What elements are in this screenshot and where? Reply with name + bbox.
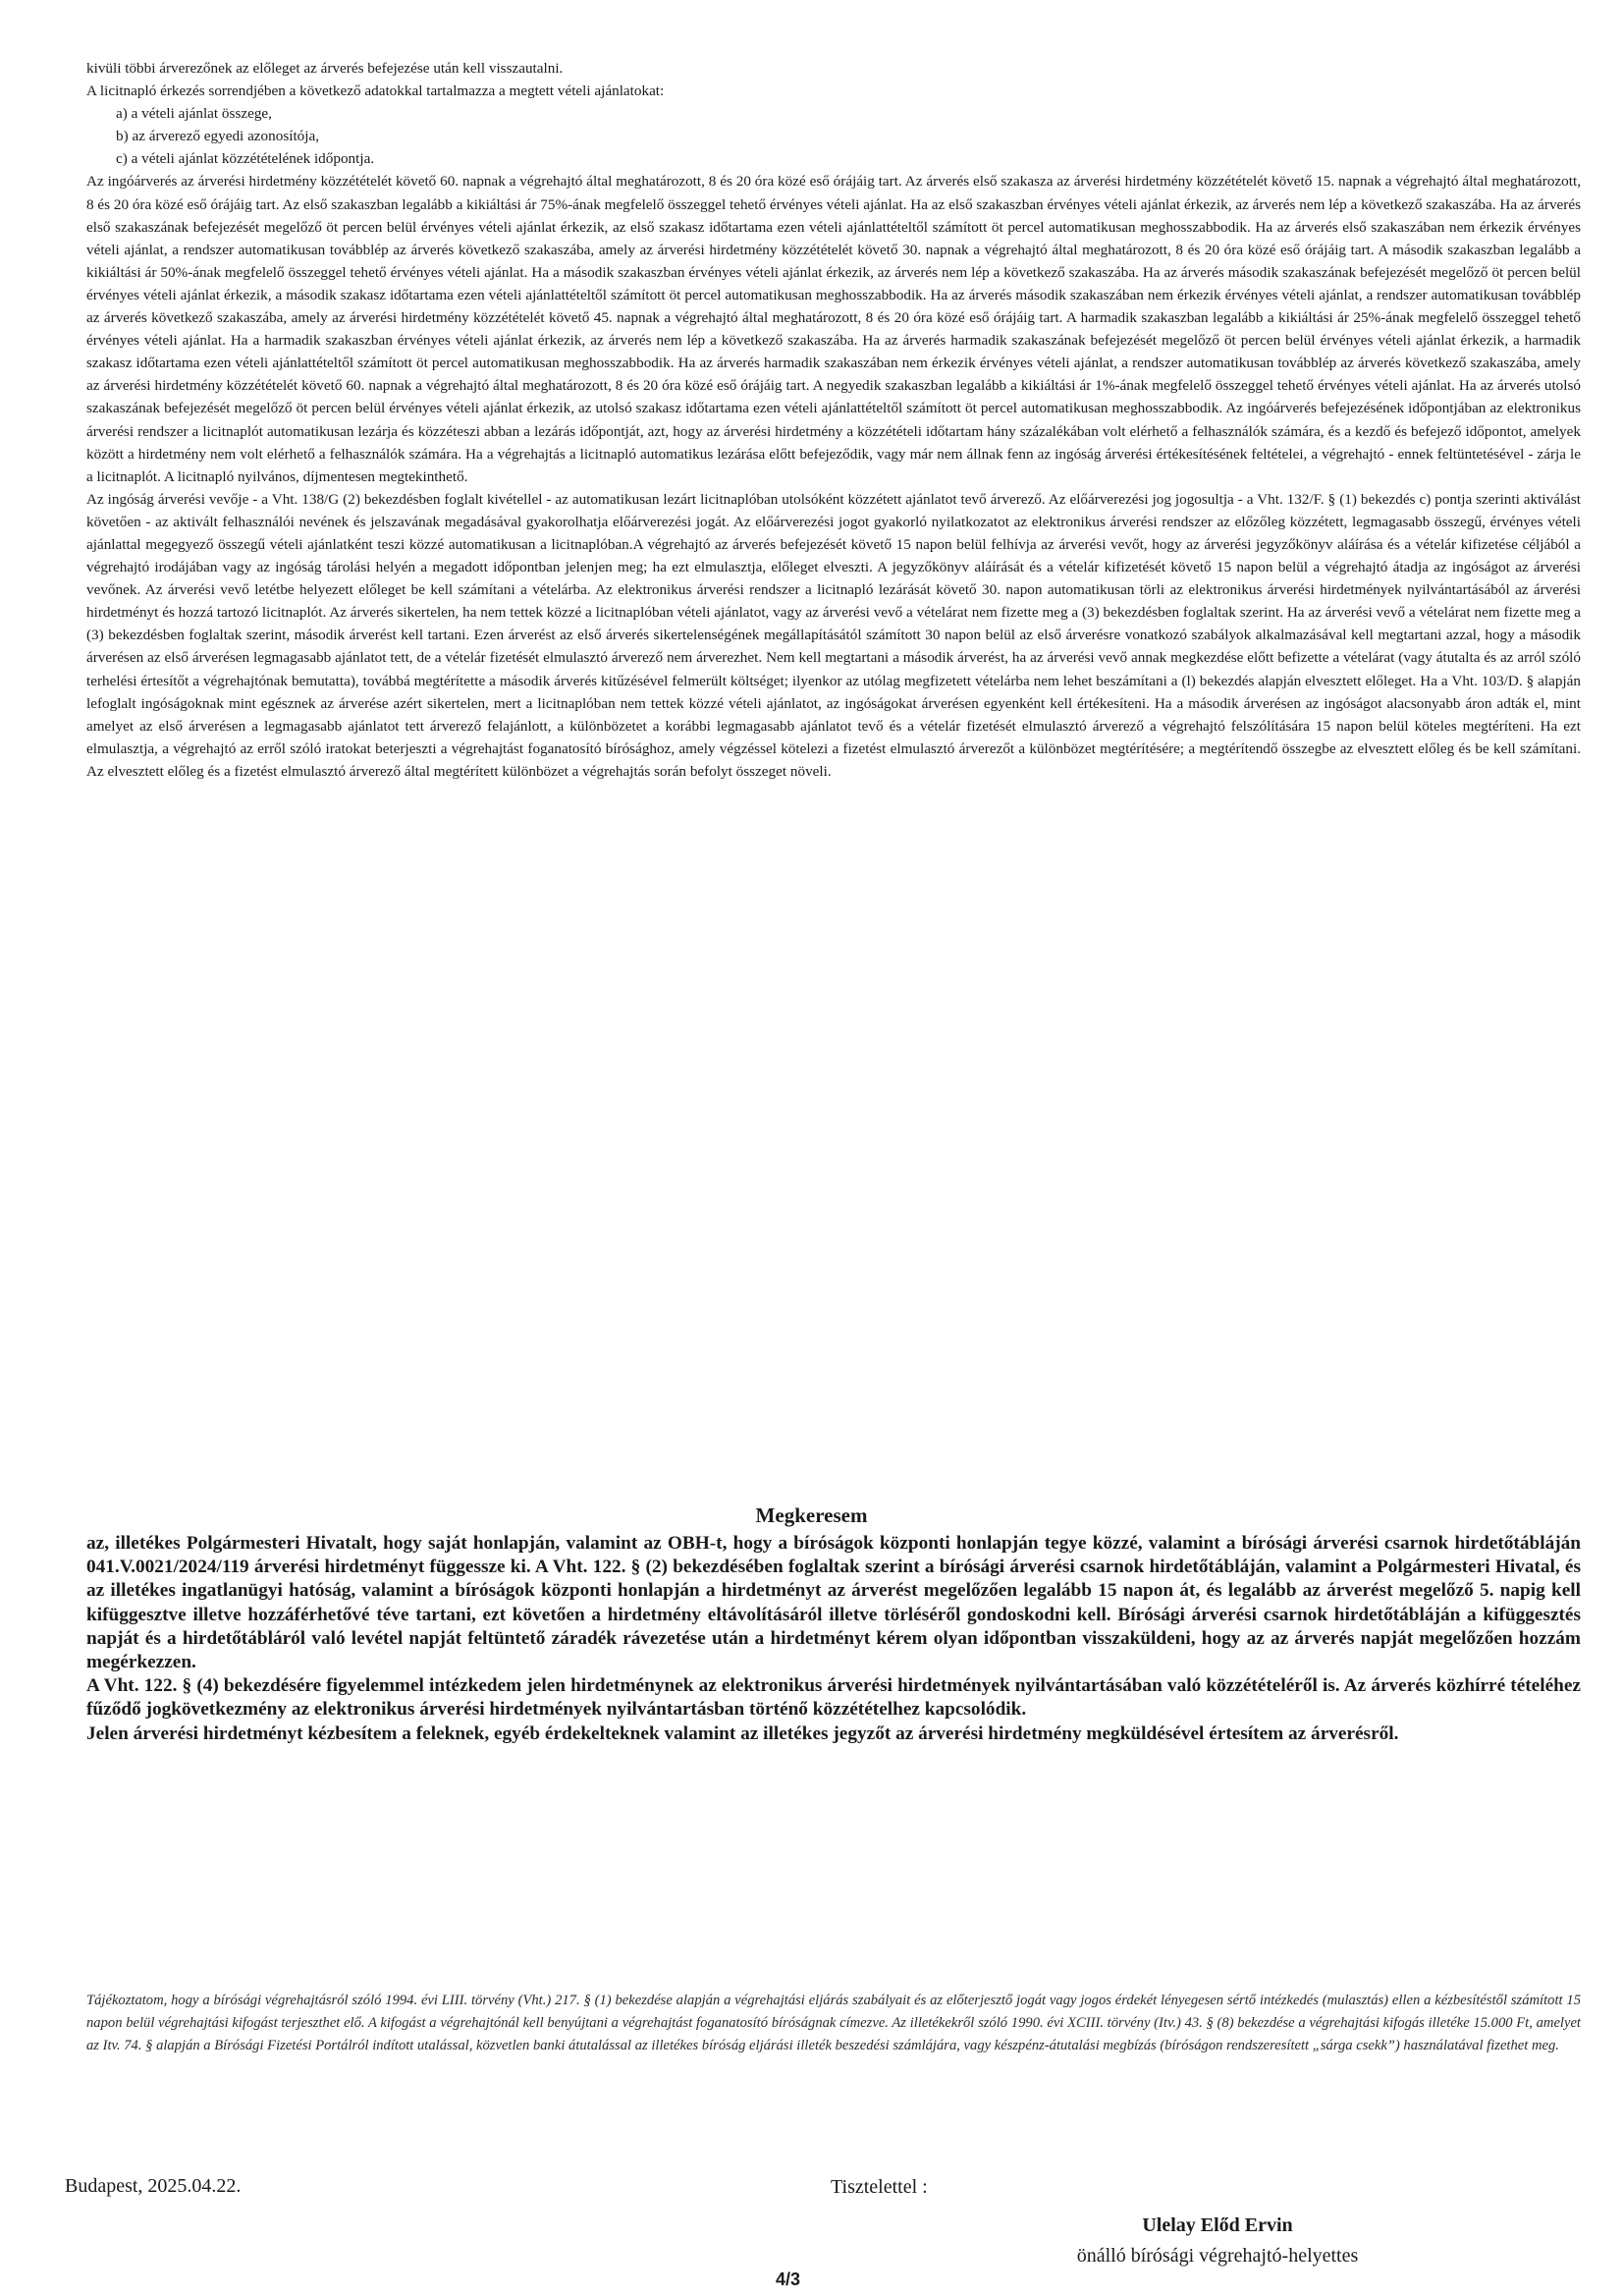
signer-name: Ulelay Előd Ervin [1142, 2214, 1293, 2236]
request-paragraph: az, illetékes Polgármesteri Hivatalt, hogy saját honlapján, valamint az OBH-t, hogy a bíróságok központi honlapján tegye közzé, valamint a bírósági árverési csarnok hirdetőtábláján 041.V.0021/2024/119 árverési hirdetményt függessze ki. A Vht. 122. § (2) bekezdésében foglaltak szerint a bírósági árverési csarnok hirdetőtábláján, valamint a Polgármesteri Hivatal, és az illetékes ingatlanügyi hatóság, valamint a bíróságok központi honlapján a hirdetményt az árverést megelőzően legalább 15 napon át, és legalább az árverést megelőző 5. napig kell kifüggesztve illetve hozzáférhetővé téve tartani, ezt követően a hirdetmény eltávolításáról illetve törléséről gondoskodni kell. Bírósági árverési csarnok hirdetőtábláján a kifüggesztés napját és a hirdetőtábláról való levétel napját feltüntető záradék rávezetése után a hirdetményt kérem olyan időpontban visszaküldeni, hogy az az árverés napját megelőzően hozzám megérkezzen. [86, 1533, 1581, 1673]
request-heading: Megkeresem [755, 1503, 868, 1527]
legal-notice: Tájékoztatom, hogy a bírósági végrehajtásról szóló 1994. évi LIII. törvény (Vht.) 217. § (1) bekezdése alapján a végrehajtási eljárás szabályait és az előterjesztő jogát vagy jogos érdekét lényegesen sértő intézkedés (mulasztás) ellen a kézbesítéstől számított 15 napon belül végrehajtási kifogást terjeszthet elő. A kifogást a végrehajtónál kell benyújtani a végrehajtást foganatosító bíróságnak címezve. Az illetékekről szóló 1990. évi XCIII. törvény (Itv.) 43. § (8) bekezdése a végrehajtási kifogás illetéke 15.000 Ft, amelyet az Itv. 74. § alapján a Bírósági Fizetési Portálról indított utalással, közvetlen banki átutalással az illetékes bíróság eljárási illeték beszedési számlájára, vagy készpénz-átutalási megbízás (bíróságon rendszeresített „sárga csekk”) használatával fizethet meg. [86, 1993, 1581, 2053]
request-block [86, 1532, 1581, 1746]
signer-title: önálló bírósági végrehajtó-helyettes [1076, 2245, 1359, 2267]
body-text [86, 57, 1581, 783]
place-date: Budapest, 2025.04.22. [65, 2175, 242, 2197]
list-item: b) az árverező egyedi azonosítója, [116, 128, 320, 145]
page-number: 4/3 [776, 2269, 801, 2289]
request-paragraph: A Vht. 122. § (4) bekezdésére figyelemmel intézkedem jelen hirdetménynek az elektronikus árverési hirdetmények nyilvántartásában való közzétételéről is. Az árverés közhírré tételéhez fűződő jogkövetkezmény az elektronikus árverési hirdetmények nyilvántartásban történő közzétételhez kapcsolódik. [86, 1675, 1581, 1721]
body-paragraph: A licitnapló érkezés sorrendjében a következő adatokkal tartalmazza a megtett vételi ajánlatokat: [86, 82, 665, 100]
body-paragraph: Az ingóság árverési vevője - a Vht. 138/G (2) bekezdésben foglalt kivétellel - az automatikusan lezárt licitnaplóban utolsóként közzétett ajánlatot tevő árverező. Az előárverezési jog jogosultja - a Vht. 132/F. § (1) bekezdés c) pontja szerinti aktiválást követően - az aktivált felhasználói nevének és jelszavának megadásával gyakorolhatja előárverezési jogát. Az előárverezési jogot gyakorló nyilatkozatot az elektronikus árverési rendszer az előzőleg közzétett, legmagasabb összegű, érvényes vételi ajánlattal megegyező összegű vételi ajánlatként teszi közzé automatikusan a licitnaplóban.A végrehajtó az árverés befejezését követő 15 napon belül felhívja az árverési vevőt, hogy az árverési jegyzőkönyv aláírása és a vételár kifizetése céljából a végrehajtó irodájában vagy az ingóság tárolási helyén a megadott időpontban jelenjen meg; ha ezt elmulasztja, előleget elveszti. A jegyzőkönyv aláírását és a vételár kifizetését követő 15 napon belül a végrehajtó átadja az ingóságot az árverési vevőnek. Az árverési vevő letétbe helyezett előleget be kell számítani a vételárba. Az elektronikus árverési rendszer a licitnapló lezárását követő 30. napon automatikusan törli az elektronikus árverési hirdetmények nyilvántartásából az árverési hirdetményt és hozzá tartozó licitnaplót. Az árverés sikertelen, ha nem tettek közzé a licitnaplóban vételi ajánlatot, vagy az árverési vevő a vételárat nem fizette meg a (3) bekezdésben foglaltak szerint. Ha az árverési vevő a vételárat nem fizette meg a (3) bekezdésben foglaltak szerint, második árverést kell tartani. Ezen árverést az első árverés sikertelenségének megállapításától számított 30 napon belül az első árverésre vonatkozó szabályok alkalmazásával kell megtartani azzal, hogy a második árverésen az első árverésen legmagasabb ajánlatot tett, de a vételár fizetését elmulasztó árverező nem árverezhet. Nem kell megtartani a második árverést, ha az árverési vevő annak megkezdése előtt befizette a vételárat (vagy átutalta és az arról szóló terhelési értesítőt a végrehajtónak bemutatta), továbbá megtérítette a második árverés kitűzésével felmerült költséget; ilyenkor az utólag megfizetett vételárba nem lehet beszámítani a (l) bekezdés alapján elvesztett előleget. Ha a Vht. 103/D. § alapján lefoglalt ingóságoknak mint egésznek az árverése azért sikertelen, mert a licitnaplóban nem tettek közzé vételi ajánlatot, az ingóságokat árverésen egyenként kell értékesíteni. Ha a második árverésen az ingóságot alacsonyabb áron adták el, mint amelyet az első árverésen a legmagasabb ajánlatot tett árverező felajánlott, a különbözetet a korábbi legmagasabb ajánlatot tevő és a vételár fizetését elmulasztó árverező a végrehajtó felszólítására 15 napon belül köteles megtéríteni. Ha ezt elmulasztja, a végrehajtó az erről szóló iratokat beterjeszti a végrehajtást foganatosító bírósághoz, amely végzéssel kötelezi a fizetést elmulasztó árverezőt a különbözet megtérítésére; a megtérítendő összegbe az elvesztett előleg és be kell számítani. Az elvesztett előleg és a fizetést elmulasztó árverező által megtérített különbözet a végrehajtás során befolyt összeget növeli. [86, 490, 1581, 780]
request-paragraph: Jelen árverési hirdetményt kézbesítem a feleknek, egyéb érdekelteknek valamint az illetékes jegyzőt az árverési hirdetmény megküldésével értesítem az árverésről. [86, 1722, 1399, 1744]
body-paragraph: Az ingóárverés az árverési hirdetmény közzétételét követő 60. napnak a végrehajtó által meghatározott, 8 és 20 óra közé eső órájáig tart. Az árverés első szakasza az árverési hirdetmény közzétételét követő 15. napnak a végrehajtó által meghatározott, 8 és 20 óra közé eső órájáig tart. Az első szakaszban legalább a kikiáltási ár 75%-ának megfelelő összeggel tehető érvényes vételi ajánlat. Ha az első szakaszban érvényes vételi ajánlat érkezik, az árverés nem lép a következő szakaszába. Ha az árverés első szakaszának befejezését megelőző öt percen belül érvényes vételi ajánlat érkezik, az első szakasz időtartama ezen vételi ajánlattételtől számított öt percel automatikusan meghosszabbodik. Ha az árverés első szakaszában nem érkezik érvényes vételi ajánlat, a rendszer automatikusan továbblép az árverés következő szakaszába, amely az árverési hirdetmény közzétételét követő 30. napnak a végrehajtó által meghatározott, 8 és 20 óra közé eső órájáig tart. A második szakaszban legalább a kikiáltási ár 50%-ának megfelelő összeggel tehető érvényes vételi ajánlat. Ha a második szakaszban érvényes vételi ajánlat érkezik, az árverés nem lép a következő szakaszába. Ha az árverés második szakaszának befejezését megelőző öt percen belül érvényes vételi ajánlat érkezik, a második szakasz időtartama ezen vételi ajánlattételtől számított öt percel automatikusan meghosszabbodik. Ha az árverés második szakaszában nem érkezik érvényes vételi ajánlat, a rendszer automatikusan továbblép az árverés következő szakaszába, amely az árverési hirdetmény közzétételét követő 45. napnak a végrehajtó által meghatározott, 8 és 20 óra közé eső órájáig tart. A harmadik szakaszban legalább a kikiáltási ár 25%-ának megfelelő összeggel tehető érvényes vételi ajánlat. Ha a harmadik szakaszban érvényes vételi ajánlat érkezik, az árverés nem lép a következő szakaszába. Ha az árverés harmadik szakaszának befejezését megelőző öt percen belül érvényes vételi ajánlat érkezik, a harmadik szakasz időtartama ezen vételi ajánlattételtől számított öt percel automatikusan meghosszabbodik. Ha az árverés harmadik szakaszában nem érkezik érvényes vételi ajánlat, a rendszer automatikusan továbblép az árverés következő szakaszába, amely az árverési hirdetmény közzétételét követő 60. napnak a végrehajtó által meghatározott, 8 és 20 óra közé eső órájáig tart. A negyedik szakaszban legalább a kikiáltási ár 1%-ának megfelelő összeggel tehető érvényes vételi ajánlat. Ha az árverés utolsó szakaszának befejezését megelőző öt percen belül érvényes vételi ajánlat érkezik, az utolsó szakasz időtartama ezen vételi ajánlattételtől számított öt percel automatikusan meghosszabbodik. Az ingóárverés befejezésének időpontjában az elektronikus árverési rendszer a licitnaplót automatikusan lezárja és közzéteszi abban a lezárás időpontját, azt, hogy az árverési hirdetmény a közzétételi időtartam hány százalékában volt elérhető a felhasználók számára, és a kezdő és befejező időpontot, amelyek között a hirdetmény nem volt elérhető a felhasználók számára. Ha a végrehajtás a licitnapló automatikus lezárása előtt befejeződik, vagy már nem állnak fenn az ingóság árverési értékesítésének feltételei, a végrehajtó - ennek feltüntetésével - zárja le a licitnaplót. A licitnapló nyilvános, díjmentesen megtekinthető. [86, 173, 1581, 485]
list-item: c) a vételi ajánlat közzétételének időpontja. [116, 150, 375, 168]
list-item: a) a vételi ajánlat összege, [116, 105, 272, 123]
body-paragraph: kivüli többi árverezőnek az előleget az árverés befejezése után kell visszautalni. [86, 60, 564, 77]
greeting: Tisztelettel : [831, 2176, 928, 2198]
